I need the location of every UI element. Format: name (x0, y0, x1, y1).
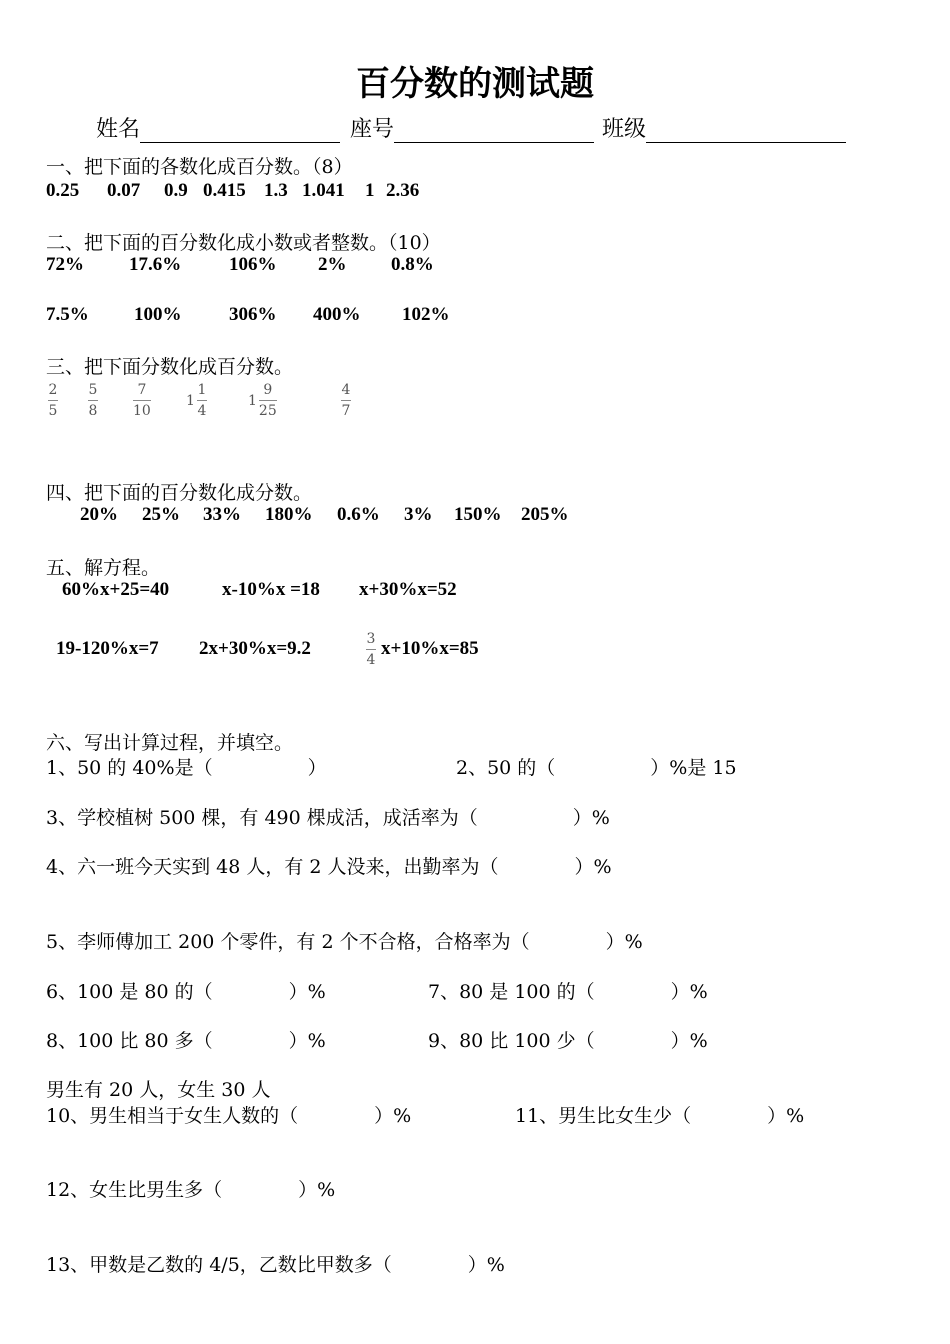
s4-item: 150% (454, 504, 502, 525)
question-10: 10、男生相当于女生人数的（ ）% (46, 1105, 412, 1127)
fraction-denominator: 25 (258, 403, 277, 419)
fraction-numerator: 7 (137, 382, 147, 398)
fraction-numerator: 5 (88, 382, 98, 398)
fraction-denominator: 4 (197, 403, 207, 419)
context-text: 男生有 20 人，女生 30 人 (46, 1079, 271, 1101)
s2-item: 106% (229, 254, 277, 275)
question-7: 7、80 是 100 的（ ）% (428, 981, 708, 1003)
s2-item: 2% (318, 254, 347, 275)
s4-item: 20% (80, 504, 118, 525)
fraction-numerator: 3 (366, 631, 376, 647)
s2-item: 17.6% (129, 254, 182, 275)
s2-item: 306% (229, 304, 277, 325)
fraction-denominator: 4 (366, 652, 376, 668)
s2-item: 100% (134, 304, 182, 325)
s1-item: 2.36 (386, 180, 420, 201)
section-5-heading: 五、解方程。 (46, 557, 161, 579)
equation-fraction (366, 632, 376, 667)
seat-blank[interactable] (394, 118, 594, 143)
mixed-fraction (248, 383, 277, 418)
question-6: 6、100 是 80 的（ ）% (46, 981, 326, 1003)
page-title: 百分数的测试题 (356, 64, 594, 104)
question-1: 1、50 的 40%是（ ） (46, 757, 327, 779)
fraction-denominator: 7 (341, 403, 351, 419)
mixed-fraction (186, 383, 207, 418)
seat-label: 座号 (350, 117, 395, 142)
fraction (88, 383, 98, 418)
fraction-numerator: 2 (48, 382, 58, 398)
question-12: 12、女生比男生多（ ）% (46, 1179, 336, 1201)
section-4-heading: 四、把下面的百分数化成分数。 (46, 482, 313, 504)
s2-item: 72% (46, 254, 84, 275)
section-6-heading: 六、写出计算过程，并填空。 (46, 732, 294, 754)
s1-item: 1 (365, 180, 375, 201)
question-3: 3、学校植树 500 棵，有 490 棵成活，成活率为（ ）% (46, 807, 610, 829)
fraction-denominator: 10 (133, 403, 151, 419)
question-4: 4、六一班今天实到 48 人，有 2 人没来，出勤率为（ ）% (46, 856, 612, 878)
s1-item: 1.3 (264, 180, 288, 201)
fraction-numerator: 1 (197, 382, 207, 398)
question-8: 8、100 比 80 多（ ）% (46, 1030, 326, 1052)
fraction (133, 383, 151, 418)
question-2: 2、50 的（ ）%是 15 (456, 757, 737, 779)
s4-item: 3% (404, 504, 433, 525)
fraction-numerator: 9 (263, 382, 273, 398)
equation: 2x+30%x=9.2 (199, 638, 311, 659)
fraction-denominator: 5 (48, 403, 58, 419)
s2-item: 102% (402, 304, 450, 325)
s2-item: 0.8% (391, 254, 434, 275)
s4-item: 205% (521, 504, 569, 525)
section-3-heading: 三、把下面分数化成百分数。 (46, 356, 294, 378)
name-blank[interactable] (140, 118, 340, 143)
question-13: 13、甲数是乙数的 4/5，乙数比甲数多（ ）% (46, 1254, 505, 1276)
s1-item: 0.9 (164, 180, 188, 201)
name-field[interactable] (96, 112, 340, 143)
s2-item: 400% (313, 304, 361, 325)
section-2-heading: 二、把下面的百分数化成小数或者整数。（10） (46, 232, 441, 254)
s1-item: 0.415 (203, 180, 246, 201)
question-5: 5、李师傅加工 200 个零件，有 2 个不合格，合格率为（ ）% (46, 931, 643, 953)
fraction-whole: 1 (248, 392, 257, 409)
s2-item: 7.5% (46, 304, 89, 325)
s4-item: 0.6% (337, 504, 380, 525)
s1-item: 0.07 (107, 180, 141, 201)
equation: x+10%x=85 (381, 638, 479, 659)
s4-item: 180% (265, 504, 313, 525)
seat-field[interactable] (350, 112, 594, 143)
name-label: 姓名 (96, 117, 141, 142)
equation: x+30%x=52 (359, 579, 457, 600)
fraction-denominator: 8 (88, 403, 98, 419)
equation: x-10%x =18 (222, 579, 320, 600)
s4-item: 25% (142, 504, 180, 525)
fraction (48, 383, 58, 418)
equation: 60%x+25=40 (62, 579, 170, 600)
fraction (341, 383, 351, 418)
fraction-whole: 1 (186, 392, 195, 409)
question-9: 9、80 比 100 少（ ）% (428, 1030, 708, 1052)
s4-item: 33% (203, 504, 241, 525)
class-label: 班级 (602, 117, 647, 142)
fraction-numerator: 4 (341, 382, 351, 398)
class-blank[interactable] (646, 118, 846, 143)
equation: 19-120%x=7 (56, 638, 159, 659)
section-1-heading: 一、把下面的各数化成百分数。（8） (46, 156, 353, 178)
question-11: 11、男生比女生少（ ）% (515, 1105, 805, 1127)
s1-item: 0.25 (46, 180, 80, 201)
s1-item: 1.041 (302, 180, 345, 201)
class-field[interactable] (602, 112, 846, 143)
